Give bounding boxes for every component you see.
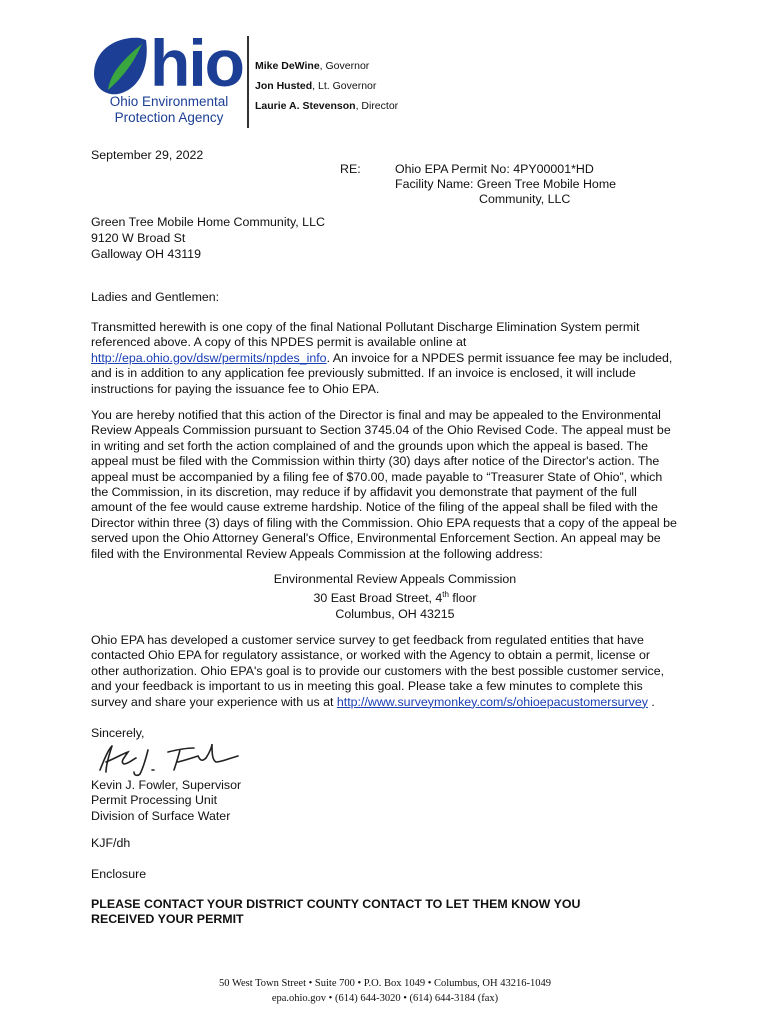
closing: Sincerely, (91, 726, 145, 740)
commission-city: Columbus, OH 43215 (335, 606, 455, 621)
commission-street: 30 East Broad Street, 4th floor (313, 590, 477, 606)
facility-name-line1: Facility Name: Green Tree Mobile Home (395, 177, 617, 191)
official-director: Laurie A. Stevenson, Director (255, 100, 399, 112)
commission-address (150, 572, 640, 622)
agency-name-line1: Ohio Environmental (109, 94, 229, 109)
signer-name: Kevin J. Fowler, Supervisor (91, 778, 242, 792)
official-lt-governor: Jon Husted, Lt. Governor (255, 80, 377, 92)
signer-unit: Permit Processing Unit (91, 793, 218, 808)
recipient-street: 9120 W Broad St (91, 231, 186, 245)
npdes-info-link[interactable]: http://epa.ohio.gov/dsw/permits/npdes_info (91, 350, 327, 365)
agency-name-line2: Protection Agency (114, 110, 224, 125)
page-footer (150, 976, 620, 1006)
contact-notice-line1: PLEASE CONTACT YOUR DISTRICT COUNTY CONTACT TO LET THEM KNOW YOU (91, 897, 581, 911)
recipient-name: Green Tree Mobile Home Community, LLC (91, 215, 325, 229)
re-block (395, 162, 616, 207)
letterhead-divider (247, 36, 249, 128)
permit-number: Ohio EPA Permit No: 4PY00001*HD (395, 162, 594, 176)
official-governor: Mike DeWine, Governor (255, 60, 370, 72)
commission-name: Environmental Review Appeals Commission (273, 572, 517, 586)
footer-contact: epa.ohio.gov • (614) 644-3020 • (614) 644-3184 (fax) (271, 993, 499, 1004)
paragraph-survey: Ohio EPA has developed a customer service survey to get feedback from regulated entities that have contacted Ohio EPA for regulatory assistance, or worked with the Agency to obtain a permit, license or other authorization. Ohio EPA's goal is to provide our customers with the best possible customer service, and your feedback is important to us in meeting this goal. Please take a few minutes to complete this survey and share your experience with us at http://www.surveymonkey.com/s/ohioepacustomersurvey . (91, 633, 665, 709)
footer-address: 50 West Town Street • Suite 700 • P.O. Box 1049 • Columbus, OH 43216-1049 (219, 978, 551, 989)
handwritten-signature (94, 740, 244, 778)
re-label: RE: (340, 162, 361, 176)
officials-list (255, 56, 398, 116)
signer-division: Division of Surface Water (91, 808, 231, 823)
contact-notice (91, 897, 631, 928)
paragraph-permit-transmittal: Transmitted herewith is one copy of the final National Pollutant Discharge Elimination System permit referenced above. A copy of this NPDES permit is available online at http://epa.ohio.gov/dsw/permits/npdes_info. An invoice for a NPDES permit issuance fee may be included, and is in addition to any application fee previously submitted. If an invoice is enclosed, it will include instructions for paying the issuance fee to Ohio EPA. (91, 320, 673, 396)
enclosure-note: Enclosure (91, 867, 147, 881)
logo-wordmark-text: hio (150, 26, 243, 100)
signer-block (91, 778, 241, 824)
contact-notice-line2: RECEIVED YOUR PERMIT (91, 912, 244, 927)
facility-name-line2: Community, LLC (479, 192, 571, 206)
paragraph-appeal-notice: You are hereby notified that this action of the Director is final and may be appealed to the Environmental Review Appeals Commission pursuant to Section 3745.04 of the Ohio Revised Code. The appeal must be in writing and set forth the action complained of and the grounds upon which the appeal is based. The appeal must be filed with the Commission within thirty (30) days after notice of the Director's action. The appeal must be accompanied by a filing fee of $70.00, made payable to “Treasurer State of Ohio”, which the Commission, in its discretion, may reduce if by affidavit you demonstrate that payment of the full amount of the fee would cause extreme hardship. Notice of the filing of the appeal shall be filed with the Director within three (3) days of filing with the Commission. Ohio EPA requests that a copy of the appeal be served upon the Ohio Attorney General's Office, Environmental Enforcement Section. An appeal may be filed with the Environmental Review Appeals Commission at the following address: (91, 408, 677, 561)
ohio-leaf-icon (88, 32, 158, 102)
letter-date: September 29, 2022 (91, 148, 204, 162)
survey-link[interactable]: http://www.surveymonkey.com/s/ohioepacustomersurvey (336, 694, 648, 709)
recipient-city: Galloway OH 43119 (91, 247, 201, 261)
recipient-address (91, 214, 325, 262)
typist-initials: KJF/dh (91, 836, 131, 850)
agency-name (96, 94, 242, 126)
salutation: Ladies and Gentlemen: (91, 290, 220, 304)
